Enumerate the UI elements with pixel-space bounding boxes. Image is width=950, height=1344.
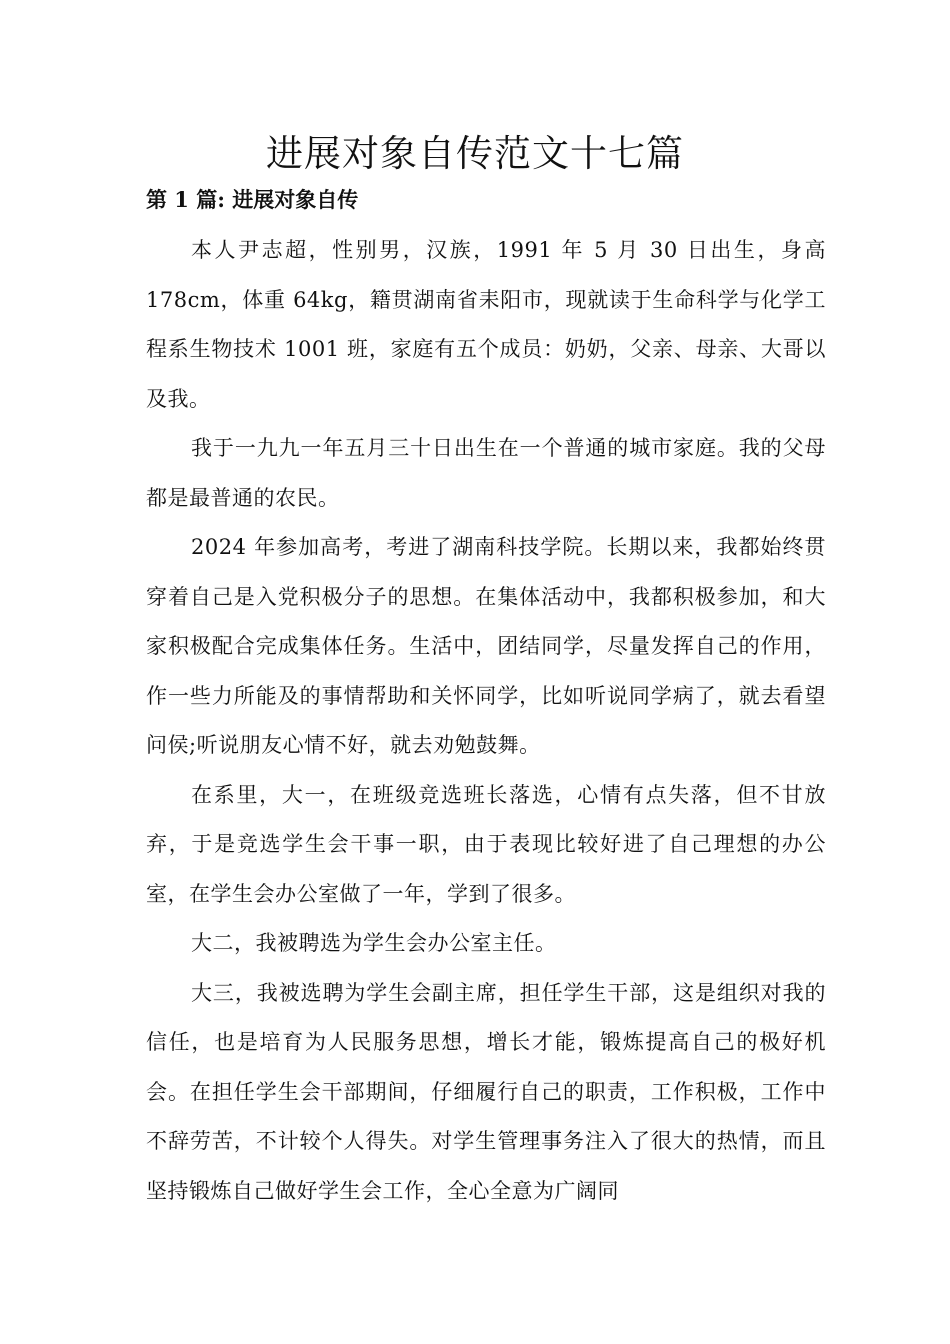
paragraph: 在系里，大一，在班级竞选班长落选，心情有点失落，但不甘放弃，于是竞选学生会干事一职，由于表现比较好进了自己理想的办公室，在学生会办公室做了一年，学到了很多。 (146, 782, 826, 906)
document-body (146, 226, 826, 1216)
document-title: 进展对象自传范文十七篇 (266, 132, 684, 175)
paragraph: 我于一九九一年五月三十日出生在一个普通的城市家庭。我的父母都是最普通的农民。 (146, 436, 826, 510)
paragraph: 本人尹志超，性别男，汉族，1991 年 5 月 30 日出生，身高 178cm，体重 64kg，籍贯湖南省耒阳市，现就读于生命科学与化学工程系生物技术 1001 班，家庭有五个成员：奶奶，父亲、母亲、大哥以及我。 (146, 238, 826, 411)
paragraph: 大二，我被聘选为学生会办公室主任。 (191, 931, 557, 955)
section-heading: 第 1 篇: 进展对象自传 (146, 187, 359, 212)
paragraph: 大三，我被选聘为学生会副主席，担任学生干部，这是组织对我的信任，也是培育为人民服务思想，增长才能，锻炼提高自己的极好机会。在担任学生会干部期间，仔细履行自己的职责，工作积极，工作中不辞劳苦，不计较个人得失。对学生管理事务注入了很大的热情，而且坚持锻炼自己做好学生会工作，全心全意为广阔同 (146, 980, 826, 1203)
paragraph: 2024 年参加高考，考进了湖南科技学院。长期以来，我都始终贯穿着自己是入党积极分子的思想。在集体活动中，我都积极参加，和大家积极配合完成集体任务。生活中，团结同学，尽量发挥自己的作用，作一些力所能及的事情帮助和关怀同学，比如听说同学病了，就去看望问侯;听说朋友心情不好，就去劝勉鼓舞。 (146, 535, 826, 757)
